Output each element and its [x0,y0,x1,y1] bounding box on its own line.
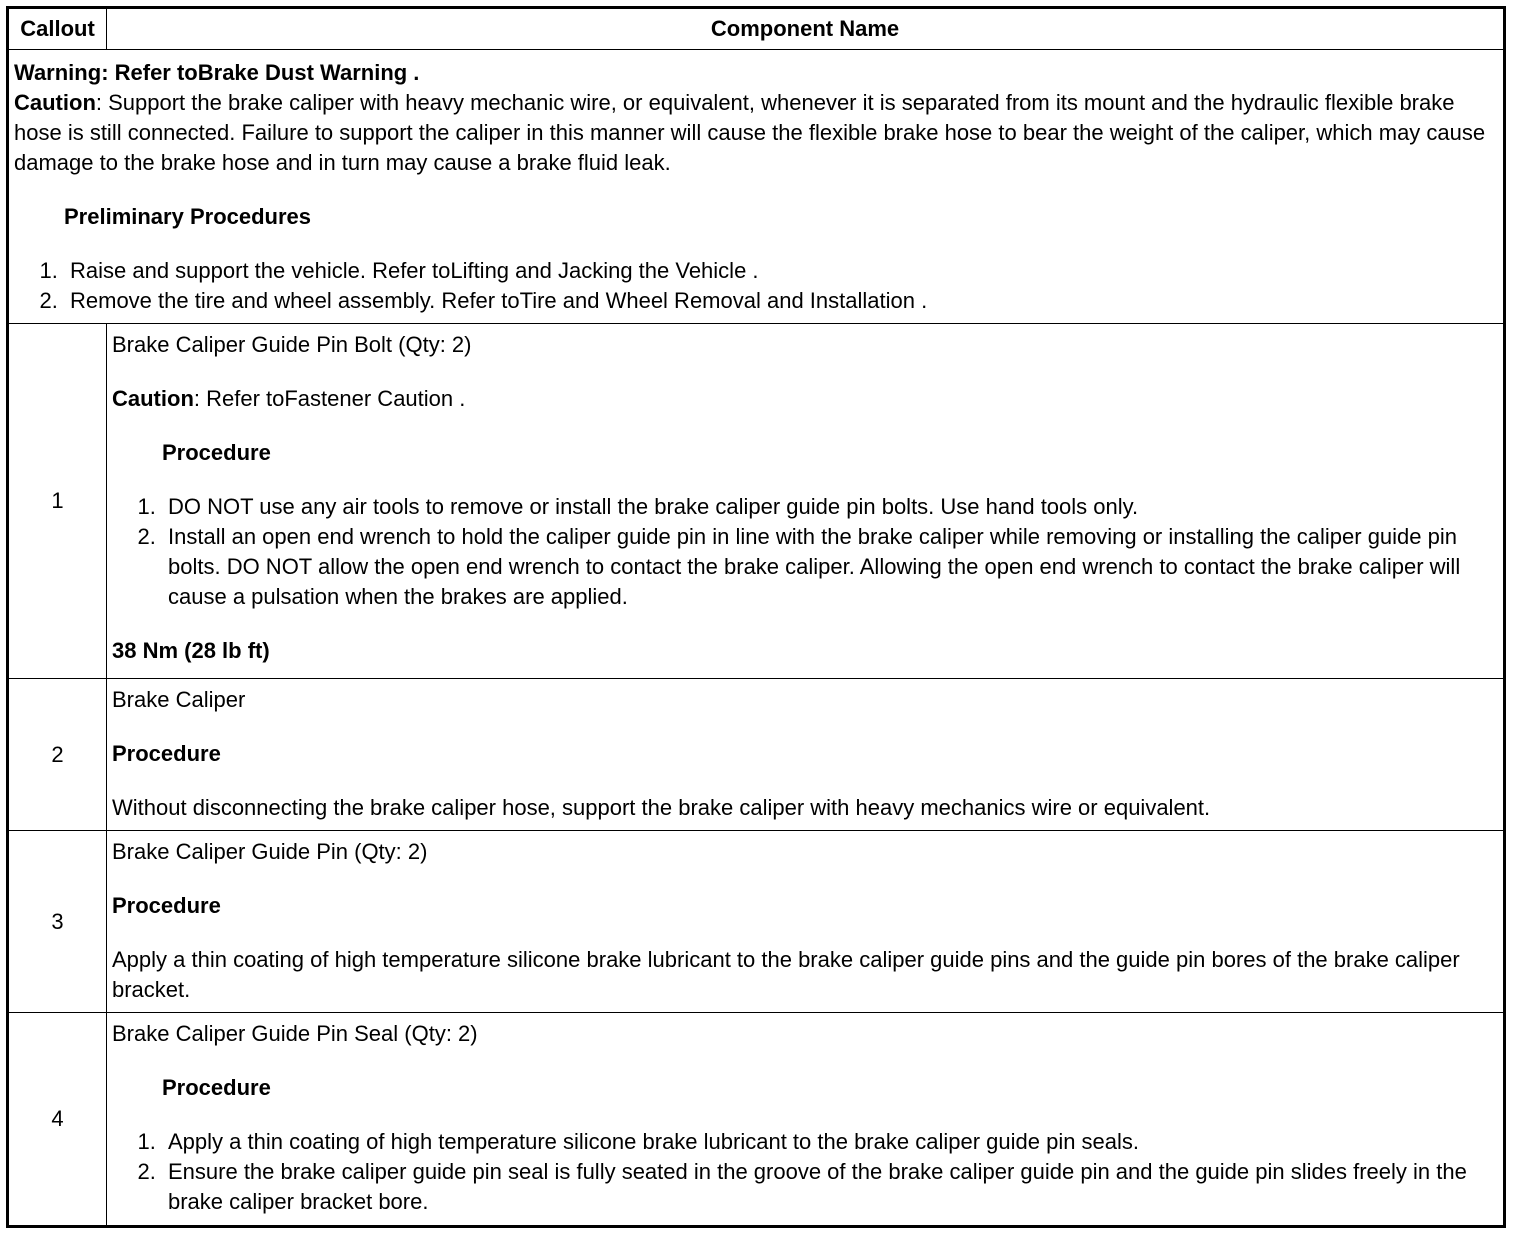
component-table [6,6,1506,1228]
caution-paragraph [14,88,1498,178]
component-name: Brake Caliper Guide Pin Bolt (Qty: 2) [112,332,472,357]
callout-number: 1 [8,324,107,679]
table-row [8,831,1505,1013]
callout-number: 2 [8,679,107,831]
list-item: 2. Remove the tire and wheel assembly. Refer toTire and Wheel Removal and Installation . [64,286,1498,316]
component-cell [107,324,1505,679]
torque-spec: 38 Nm (28 lb ft) [112,638,270,663]
caution-text: : Refer toFastener Caution . [193,386,466,411]
list-item: 2. Install an open end wrench to hold the caliper guide pin in line with the brake caliper while removing or installing the caliper guide pin bolts. DO NOT allow the open end wrench to contact the brake caliper. Allowing the open end wrench to contact the brake caliper will cause a pulsation when the brakes are applied. [162,522,1498,612]
procedure-heading: Procedure [162,1075,271,1100]
component-cell [107,1013,1505,1227]
procedure-text: Apply a thin coating of high temperature silicone brake lubricant to the brake caliper guide pins and the guide pin bores of the brake caliper bracket. [112,947,1460,1002]
procedure-text: Without disconnecting the brake caliper hose, support the brake caliper with heavy mechanics wire or equivalent. [112,795,1211,820]
caution-label: Caution [112,386,194,411]
preamble-row [8,50,1505,324]
caution-paragraph [112,384,1498,414]
prelim-heading: Preliminary Procedures [64,204,312,229]
component-name: Brake Caliper Guide Pin Seal (Qty: 2) [112,1021,478,1046]
callout-header: Callout [8,8,107,50]
callout-number: 3 [8,831,107,1013]
table-row [8,1013,1505,1227]
procedure-steps [112,1127,1498,1217]
component-name: Brake Caliper [112,687,246,712]
list-item: 2. Ensure the brake caliper guide pin seal is fully seated in the groove of the brake caliper guide pin and the guide pin slides freely in the brake caliper bracket bore. [162,1157,1498,1217]
procedure-heading: Procedure [162,440,271,465]
list-item: 1. Raise and support the vehicle. Refer toLifting and Jacking the Vehicle . [64,256,1498,286]
component-cell [107,831,1505,1013]
component-cell [107,679,1505,831]
procedure-steps [112,492,1498,612]
caution-text: : Support the brake caliper with heavy mechanic wire, or equivalent, whenever it is separated from its mount and the hydraulic flexible brake hose is still connected. Failure to support the caliper in this manner will cause the flexible brake hose to bear the weight of the caliper, which may cause damage to the brake hose and in turn may cause a brake fluid leak. [14,90,1486,175]
component-name: Brake Caliper Guide Pin (Qty: 2) [112,839,428,864]
preamble-cell [8,50,1505,324]
header-row [8,8,1505,50]
procedure-heading: Procedure [112,741,221,766]
list-item: 1. Apply a thin coating of high temperature silicone brake lubricant to the brake caliper guide pin seals. [162,1127,1498,1157]
table-row [8,679,1505,831]
warning-line [14,58,1498,88]
warning-text: : Refer toBrake Dust Warning . [101,60,420,85]
procedure-heading: Procedure [112,893,221,918]
warning-label: Warning [14,60,102,85]
callout-number: 4 [8,1013,107,1227]
list-item: 1. DO NOT use any air tools to remove or install the brake caliper guide pin bolts. Use hand tools only. [162,492,1498,522]
caution-label: Caution [14,90,96,115]
prelim-steps [14,256,1498,316]
component-name-header: Component Name [107,8,1505,50]
table-row [8,324,1505,679]
